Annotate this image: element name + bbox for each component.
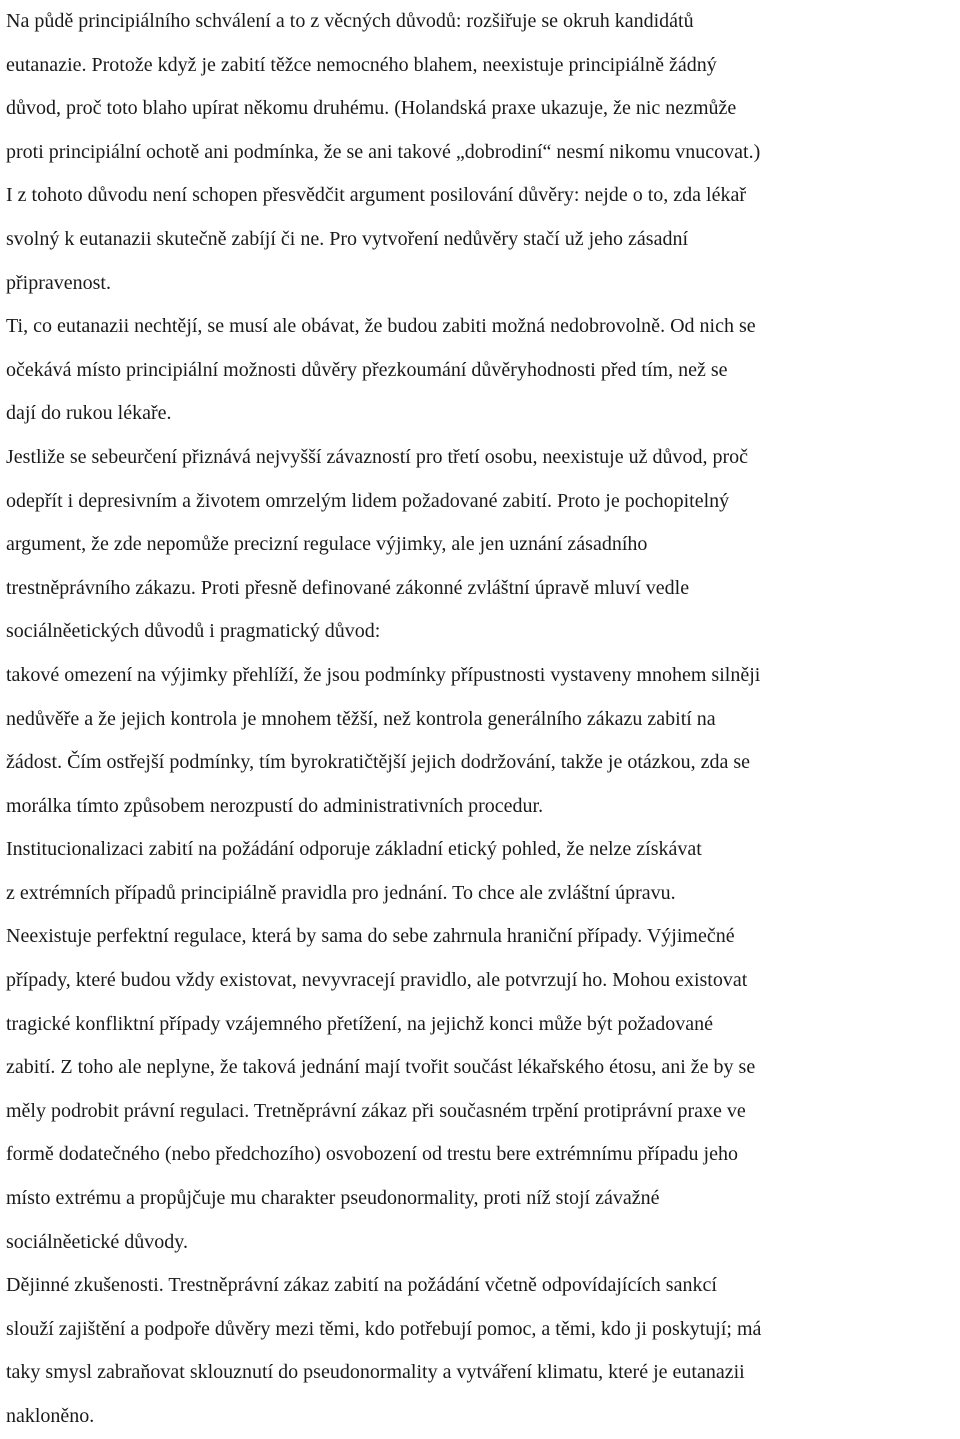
text-line: Ti, co eutanazii nechtějí, se musí ale obávat, že budou zabiti možná nedobrovolně. Od nich se [6,315,756,338]
text-line: slouží zajištění a podpoře důvěry mezi těmi, kdo potřebují pomoc, a těmi, kdo ji poskytují; má [6,1317,762,1340]
text-line: nakloněno. [6,1405,95,1427]
text-line: proti principiální ochotě ani podmínka, že se ani takové „dobrodiní“ nesmí nikomu vnucovat.) [6,140,761,163]
text-line: zabití. Z toho ale neplyne, že taková jednání mají tvořit součást lékařského étosu, ani že by se [6,1056,756,1079]
text-line: očekává místo principiální možnosti důvěry přezkoumání důvěryhodnosti před tím, než se [6,358,728,381]
text-line: eutanazie. Protože když je zabití těžce nemocného blahem, neexistuje principiálně žádný [6,53,717,76]
text-line: Dějinné zkušenosti. Trestněprávní zákaz zabití na požádání včetně odpovídajících sankcí [6,1274,717,1297]
document-page [6,0,954,1439]
text-line: sociálněetické důvody. [6,1230,188,1253]
text-line: tragické konfliktní případy vzájemného přetížení, na jejichž konci může být požadované [6,1012,713,1035]
text-line: Neexistuje perfektní regulace, která by sama do sebe zahrnula hraniční případy. Výjimečné [6,925,735,948]
text-line: takové omezení na výjimky přehlíží, že jsou podmínky přípustnosti vystaveny mnohem silněji [6,663,761,686]
text-line: formě dodatečného (nebo předchozího) osvobození od trestu bere extrémnímu případu jeho [6,1143,738,1166]
text-line: taky smysl zabraňovat sklouznutí do pseudonormality a vytváření klimatu, které je eutanazii [6,1361,745,1384]
text-line: nedůvěře a že jejich kontrola je mnohem těžší, než kontrola generálního zákazu zabití na [6,707,716,730]
text-line: trestněprávního zákazu. Proti přesně definované zákonné zvláštní úpravě mluví vedle [6,576,690,599]
text-line: z extrémních případů principiálně pravidla pro jednání. To chce ale zvláštní úpravu. [6,881,676,904]
text-line: I z tohoto důvodu není schopen přesvědčit argument posilování důvěry: nejde o to, zda lékař [6,184,746,207]
text-line: připravenost. [6,271,111,294]
text-line: případy, které budou vždy existovat, nevyvracejí pravidlo, ale potvrzují ho. Mohou existovat [6,969,748,992]
text-line: dají do rukou lékaře. [6,402,172,425]
text-line: sociálněetických důvodů i pragmatický důvod: [6,620,381,643]
text-line: místo extrému a propůjčuje mu charakter pseudonormality, proti níž stojí závažné [6,1187,660,1210]
text-line: Institucionalizaci zabití na požádání odporuje základní etický pohled, že nelze získávat [6,838,702,861]
text-line: žádost. Čím ostřejší podmínky, tím byrokratičtější jejich dodržování, takže je otázkou, zda se [6,751,751,774]
text-line: Na půdě principiálního schválení a to z věcných důvodů: rozšiřuje se okruh kandidátů [6,10,694,32]
text-line: Jestliže se sebeurčení přiznává nejvyšší závazností pro třetí osobu, neexistuje už důvod, proč [6,445,748,468]
text-line: měly podrobit právní regulaci. Tretněprávní zákaz při současném trpění protiprávní praxe ve [6,1099,746,1122]
text-line: morálka tímto způsobem nerozpustí do administrativních procedur. [6,794,544,817]
text-line: argument, že zde nepomůže precizní regulace výjimky, ale jen uznání zásadního [6,533,648,556]
text-line: důvod, proč toto blaho upírat někomu druhému. (Holandská praxe ukazuje, že nic nezmůže [6,97,737,120]
text-line: svolný k eutanazii skutečně zabíjí či ne. Pro vytvoření nedůvěry stačí už jeho zásadní [6,227,689,250]
text-line: odepřít i depresivním a životem omrzelým lidem požadované zabití. Proto je pochopitelný [6,489,730,512]
